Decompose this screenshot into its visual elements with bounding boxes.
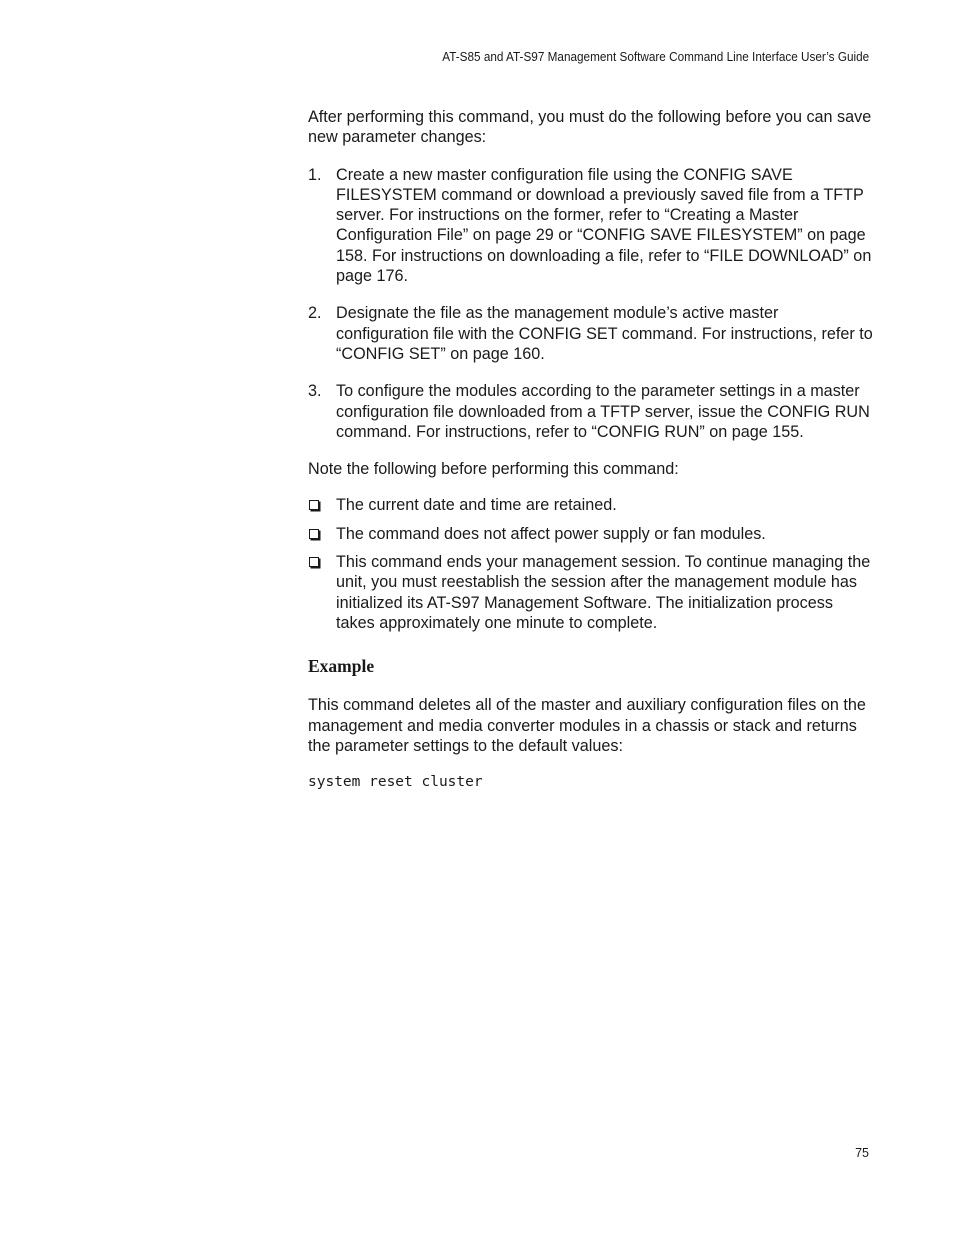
notes-bullet-list <box>308 495 874 633</box>
example-paragraph: This command deletes all of the master and auxiliary configuration files on the management and media converter modules in a chassis or stack and returns the parameter settings to the default values: <box>308 696 866 755</box>
numbered-steps-list <box>308 165 874 443</box>
checkbox-bullet-icon <box>309 500 319 510</box>
page-body <box>308 107 874 792</box>
list-item <box>308 381 874 442</box>
step-number: 1. <box>308 165 322 184</box>
step-number: 2. <box>308 304 322 323</box>
list-item <box>308 303 874 364</box>
step-number: 3. <box>308 382 322 401</box>
note-text: The command does not affect power supply or fan modules. <box>336 524 766 543</box>
step-text: Designate the file as the management module’s active master configuration file with the CONFIG SET command. For instructions, refer to “CONFIG SET” on page 160. <box>336 304 873 363</box>
step-text: To configure the modules according to the parameter settings in a master configuration file downloaded from a TFTP server, issue the CONFIG RUN command. For instructions, refer to “CONFIG RUN” on page 155. <box>336 382 870 441</box>
checkbox-bullet-icon <box>309 529 319 539</box>
intro-paragraph: After performing this command, you must do the following before you can save new parameter changes: <box>308 108 872 147</box>
note-text: The current date and time are retained. <box>336 496 617 515</box>
example-heading: Example <box>308 656 375 677</box>
note-intro-paragraph: Note the following before performing this command: <box>308 460 679 479</box>
step-text: Create a new master configuration file using the CONFIG SAVE FILESYSTEM command or download a previously saved file from a TFTP server. For instructions on the former, refer to “Creating a Master Configuration File” on page 29 or “CONFIG SAVE FILESYSTEM” on page 158. For instructions on downloading a file, refer to “FILE DOWNLOAD” on page 176. <box>336 165 872 286</box>
list-item <box>308 495 874 515</box>
list-item <box>308 552 874 633</box>
code-example: system reset cluster <box>308 774 483 791</box>
list-item <box>308 165 874 287</box>
note-text: This command ends your management session. To continue managing the unit, you must reestablish the session after the management module has initialized its AT-S97 Management Software. The initialization process takes approximately one minute to complete. <box>336 553 871 632</box>
running-header: AT-S85 and AT-S97 Management Software Command Line Interface User’s Guide <box>442 50 869 64</box>
page-number: 75 <box>855 1146 869 1160</box>
checkbox-bullet-icon <box>309 557 319 567</box>
list-item <box>308 524 874 544</box>
